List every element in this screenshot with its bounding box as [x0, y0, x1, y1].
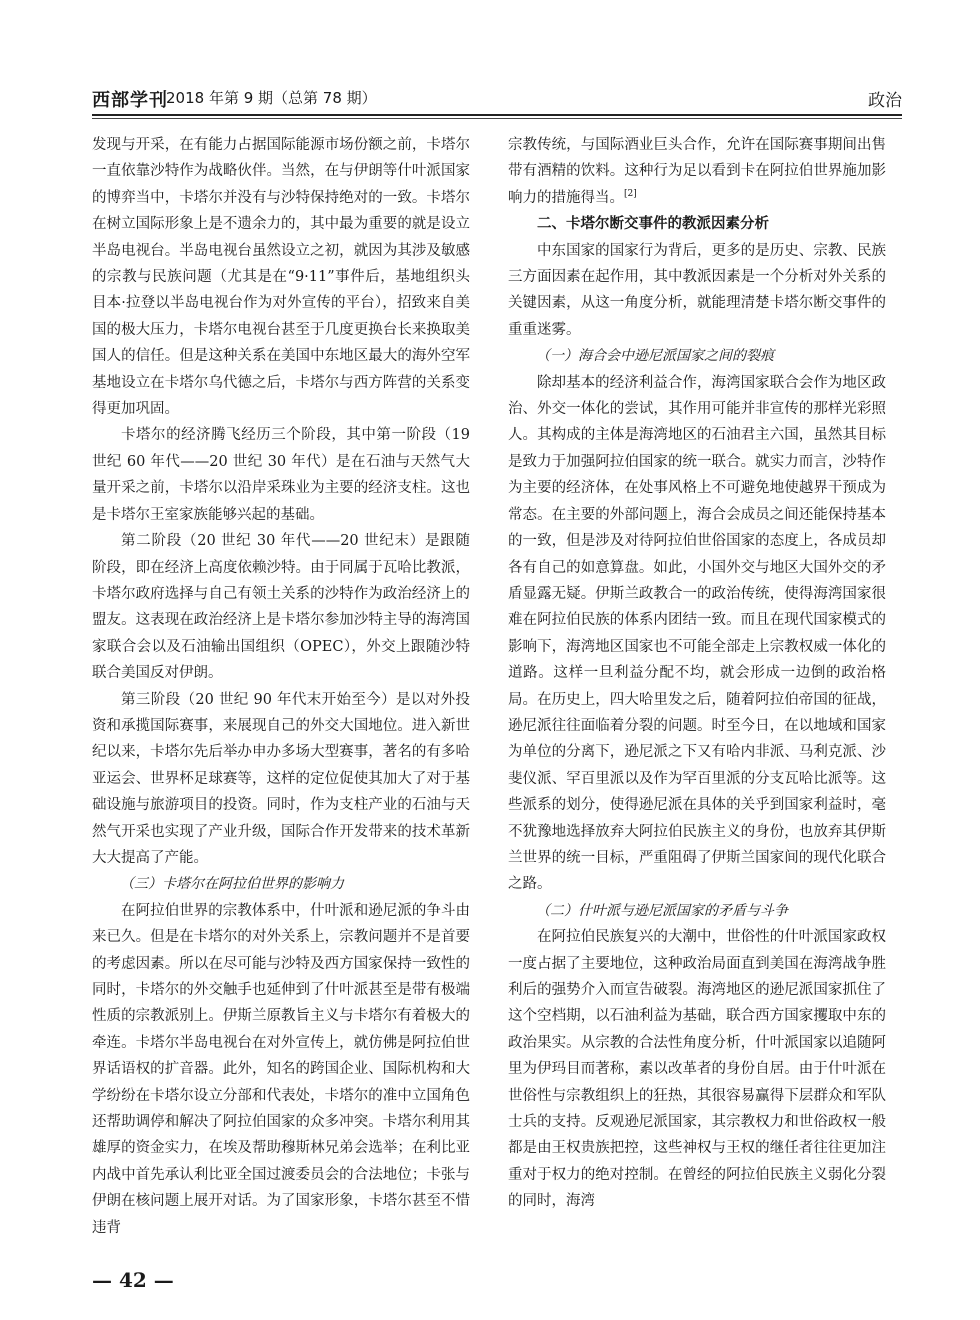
issue-info: 2018 年第 9 期（总第 78 期） — [166, 89, 377, 107]
header-rule-thin — [92, 118, 902, 119]
running-header — [92, 86, 902, 112]
paragraph-text: 宗教传统，与国际酒业巨头合作，允许在国际赛事期间出售带有酒精的饮料。这种行为足以看到卡在阿拉伯世界施加影响力的措施得当。 — [508, 137, 886, 206]
paragraph — [508, 132, 886, 211]
paragraph: 在阿拉伯民族复兴的大潮中，世俗性的什叶派国家政权一度占据了主要地位，这种政治局面直到美国在海湾战争胜利后的强势介入而宣告破裂。海湾地区的逊尼派国家抓住了这个空档期，以石油利益为基础，联合西方国家攫取中东的政治果实。从宗教的合法性角度分析，什叶派国家以追随阿里为伊玛目而著称，素以改革者的身份自居。由于什叶派在世俗性与宗教组织上的狂热，其很容易赢得下层群众和军队士兵的支持。反观逊尼派国家，其宗教权力和世俗政权一般都是由王权贵族把控，这些神权与王权的继任者往往更加注重对于权力的绝对控制。在曾经的阿拉伯民族主义弱化分裂的同时，海湾 — [508, 929, 886, 1210]
paragraph: 在阿拉伯世界的宗教体系中，什叶派和逊尼派的争斗由来已久。但是在卡塔尔的对外关系上，宗教问题并不是首要的考虑因素。所以在尽可能与沙特及西方国家保持一致性的同时，卡塔尔的外交触手也延伸到了什叶派甚至是带有极端性质的宗教派别上。伊斯兰原教旨主义与卡塔尔有着极大的牵连。卡塔尔半岛电视台在对外宣传上，就仿佛是阿拉伯世界话语权的扩音器。此外，知名的跨国企业、国际机构和大学纷纷在卡塔尔设立分部和代表处，卡塔尔的准中立国角色还帮助调停和解决了阿拉伯国家的众多冲突。卡塔尔利用其雄厚的资金实力，在埃及帮助穆斯林兄弟会选举；在利比亚内战中首先承认利比亚全国过渡委员会的合法地位；卡张与伊朗在核问题上展开对话。为了国家形象，卡塔尔甚至不惜违背 — [92, 902, 470, 1236]
right-column — [508, 132, 886, 1215]
journal-title: 西部学刊 — [92, 90, 168, 111]
subsection-heading: （二）什叶派与逊尼派国家的矛盾与斗争 — [536, 902, 788, 919]
page-number: — 42 — — [92, 1268, 174, 1292]
paragraph: 发现与开采，在有能力占据国际能源市场份额之前，卡塔尔一直依靠沙特作为战略伙伴。当然，在与伊朗等什叶派国家的博弈当中，卡塔尔并没有与沙特保持绝对的一致。卡塔尔在树立国际形象上是不遗余力的，其中最为重要的就是设立半岛电视台。半岛电视台虽然设立之初，就因为其涉及敏感的宗教与民族问题（尤其是在“9·11”事件后，基地组织头目本·拉登以半岛电视台作为对外宣传的平台），招致来自美国的极大压力，卡塔尔电视台甚至于几度更换台长来换取美国人的信任。但是这种关系在美国中东地区最大的海外空军基地设立在卡塔尔乌代德之后，卡塔尔与西方阵营的关系变得更加巩固。 — [92, 137, 470, 418]
paragraph: 第三阶段（20 世纪 90 年代末开始至今）是以对外投资和承揽国际赛事，来展现自己的外交大国地位。进入新世纪以来，卡塔尔先后举办申办多场大型赛事，著名的有多哈亚运会、世界杯足球赛等，这样的定位促使其加大了对于基础设施与旅游项目的投资。同时，作为支柱产业的石油与天然气开采也实现了产业升级，国际合作开发带来的技术革新大大提高了产能。 — [92, 691, 470, 866]
paragraph: 卡塔尔的经济腾飞经历三个阶段，其中第一阶段（19 世纪 60 年代——20 世纪 30 年代）是在石油与天然气大量开采之前，卡塔尔以沿岸采珠业为主要的经济支柱。这也是卡塔尔王室家族能够兴起的基础。 — [92, 427, 470, 523]
reference-marker: [2] — [624, 188, 637, 199]
paragraph: 中东国家的国家行为背后，更多的是历史、宗教、民族三方面因素在起作用，其中教派因素是一个分析对外关系的关键因素，从这一角度分析，就能理清楚卡塔尔断交事件的重重迷雾。 — [508, 242, 886, 338]
section-label: 政治 — [868, 91, 902, 111]
left-column — [92, 132, 470, 1241]
paragraph: 第二阶段（20 世纪 30 年代——20 世纪末）是跟随阶段，即在经济上高度依赖沙特。由于同属于瓦哈比教派，卡塔尔政府选择与自己有领土关系的沙特作为政治经济上的盟友。这表现在政治经济上是卡塔尔参加沙特主导的海湾国家联合会以及石油输出国组织（OPEC），外交上跟随沙特联合美国反对伊朗。 — [92, 533, 470, 682]
subsection-heading: （三）卡塔尔在阿拉伯世界的影响力 — [120, 876, 344, 893]
header-rule-thick — [92, 114, 902, 116]
subsection-heading: （一）海合会中逊尼派国家之间的裂痕 — [536, 348, 774, 365]
section-heading: 二、卡塔尔断交事件的教派因素分析 — [537, 216, 769, 233]
paragraph: 除却基本的经济利益合作，海湾国家联合会作为地区政治、外交一体化的尝试，其作用可能并非宣传的那样光彩照人。其构成的主体是海湾地区的石油君主六国，虽然其目标是致力于加强阿拉伯国家的统一联合。就实力而言，沙特作为主要的经济体，在处事风格上不可避免地使越界干预成为常态。在主要的外部问题上，海合会成员之间还能保持基本的一致，但是涉及对待阿拉伯世俗国家的态度上，各成员却各有自己的如意算盘。如此，小国外交与地区大国外交的矛盾显露无疑。伊斯兰政教合一的政治传统，使得海湾国家很难在阿拉伯民族的体系内团结一致。而且在现代国家模式的影响下，海湾地区国家也不可能全部走上宗教权威一体化的道路。这样一旦利益分配不均，就会形成一边倒的政治格局。在历史上，四大哈里发之后，随着阿拉伯帝国的征战，逊尼派往往面临着分裂的问题。时至今日，在以地域和国家为单位的分离下，逊尼派之下又有哈内非派、马利克派、沙斐仪派、罕百里派以及作为罕百里派的分支瓦哈比派等。这些派系的划分，使得逊尼派在具体的关乎到国家利益时，毫不犹豫地选择放弃大阿拉伯民族主义的身份，也放弃其伊斯兰世界的统一目标，严重阻碍了伊斯兰国家间的现代化联合之路。 — [508, 374, 886, 893]
